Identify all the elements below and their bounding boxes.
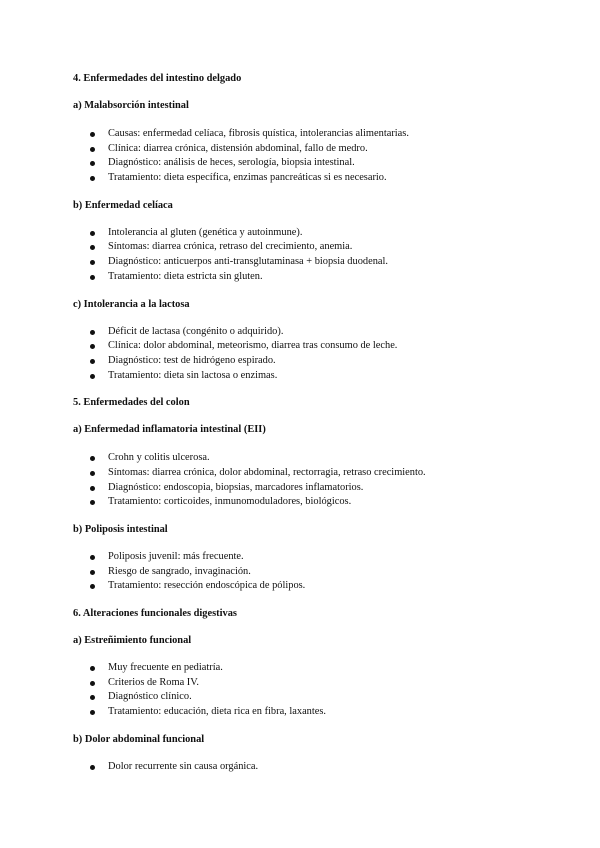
bullet-icon — [90, 245, 95, 250]
bullet-list — [73, 451, 543, 510]
bullet-icon — [90, 161, 95, 166]
list-item: Muy frecuente en pediatría. — [73, 661, 543, 676]
bullet-icon — [90, 486, 95, 491]
bullet-icon — [90, 666, 95, 671]
bullet-icon — [90, 456, 95, 461]
list-item: Tratamiento: corticoides, inmunomoduladores, biológicos. — [73, 495, 543, 510]
subsection-heading: b) Dolor abdominal funcional — [73, 733, 205, 745]
bullet-icon — [90, 231, 95, 236]
subsection-heading: c) Intolerancia a la lactosa — [73, 298, 190, 310]
bullet-list — [73, 127, 543, 186]
list-item: Diagnóstico: anticuerpos anti-transglutaminasa + biopsia duodenal. — [73, 255, 543, 270]
bullet-icon — [90, 359, 95, 364]
list-item: Diagnóstico clínico. — [73, 690, 543, 705]
list-item: Síntomas: diarrea crónica, retraso del crecimiento, anemia. — [73, 240, 543, 255]
list-item: Tratamiento: resección endoscópica de pólipos. — [73, 579, 543, 594]
list-item: Síntomas: diarrea crónica, dolor abdominal, rectorragia, retraso crecimiento. — [73, 466, 543, 481]
bullet-icon — [90, 765, 95, 770]
bullet-icon — [90, 260, 95, 265]
list-item: Poliposis juvenil: más frecuente. — [73, 550, 543, 565]
subsection-heading: a) Malabsorción intestinal — [73, 100, 189, 111]
bullet-icon — [90, 344, 95, 349]
list-item: Diagnóstico: endoscopia, biopsias, marcadores inflamatorios. — [73, 481, 543, 496]
bullet-icon — [90, 176, 95, 181]
list-item: Tratamiento: dieta sin lactosa o enzimas. — [73, 369, 543, 384]
list-item: Criterios de Roma IV. — [73, 676, 543, 691]
bullet-icon — [90, 147, 95, 152]
list-item: Tratamiento: educación, dieta rica en fibra, laxantes. — [73, 705, 543, 720]
list-item: Diagnóstico: análisis de heces, serología, biopsia intestinal. — [73, 156, 543, 171]
section-heading: 5. Enfermedades del colon — [73, 397, 190, 409]
subsection-heading: a) Estreñimiento funcional — [73, 635, 192, 647]
list-item: Clínica: dolor abdominal, meteorismo, diarrea tras consumo de leche. — [73, 339, 543, 354]
bullet-icon — [90, 374, 95, 379]
document-content — [73, 72, 543, 775]
section-heading: 4. Enfermedades del intestino delgado — [73, 73, 242, 84]
list-item: Riesgo de sangrado, invaginación. — [73, 565, 543, 580]
list-item: Déficit de lactasa (congénito o adquirido). — [73, 325, 543, 340]
bullet-icon — [90, 275, 95, 280]
list-item: Causas: enfermedad celíaca, fibrosis quística, intolerancias alimentarias. — [73, 127, 543, 142]
bullet-icon — [90, 710, 95, 715]
bullet-list — [73, 661, 543, 720]
bullet-list — [73, 760, 543, 775]
bullet-icon — [90, 555, 95, 560]
bullet-icon — [90, 584, 95, 589]
bullet-list — [73, 325, 543, 384]
bullet-icon — [90, 132, 95, 137]
list-item: Diagnóstico: test de hidrógeno espirado. — [73, 354, 543, 369]
bullet-icon — [90, 570, 95, 575]
list-item: Tratamiento: dieta específica, enzimas pancreáticas si es necesario. — [73, 171, 543, 186]
bullet-list — [73, 550, 543, 594]
list-item: Dolor recurrente sin causa orgánica. — [73, 760, 543, 775]
subsection-heading: b) Enfermedad celíaca — [73, 199, 173, 211]
subsection-heading: b) Poliposis intestinal — [73, 524, 168, 535]
bullet-icon — [90, 471, 95, 476]
subsection-heading: a) Enfermedad inflamatoria intestinal (EII) — [73, 424, 266, 436]
list-item: Crohn y colitis ulcerosa. — [73, 451, 543, 466]
list-item: Intolerancia al gluten (genética y autoinmune). — [73, 226, 543, 241]
bullet-list — [73, 226, 543, 285]
bullet-icon — [90, 681, 95, 686]
section-heading: 6. Alteraciones funcionales digestivas — [73, 608, 237, 620]
bullet-icon — [90, 695, 95, 700]
bullet-icon — [90, 330, 95, 335]
bullet-icon — [90, 500, 95, 505]
list-item: Tratamiento: dieta estricta sin gluten. — [73, 270, 543, 285]
list-item: Clínica: diarrea crónica, distensión abdominal, fallo de medro. — [73, 142, 543, 157]
